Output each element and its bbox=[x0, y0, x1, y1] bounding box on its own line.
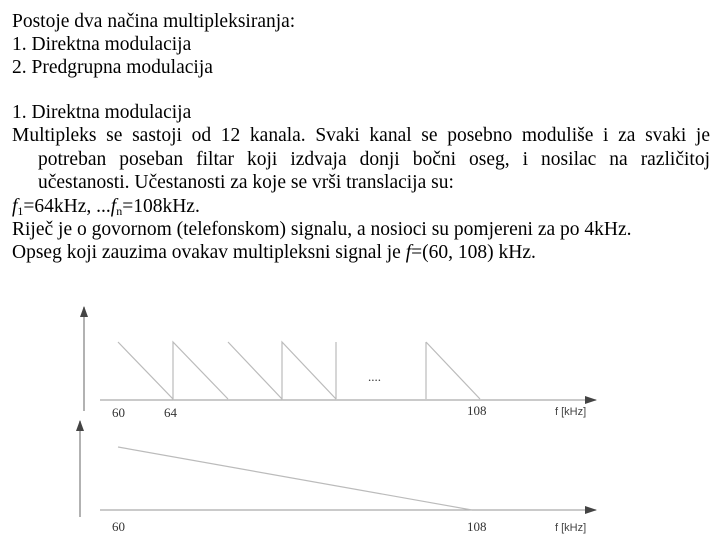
intro-item-1: 1. Direktna modulacija bbox=[12, 34, 192, 55]
bottom-spectrum-plot bbox=[76, 420, 597, 534]
top-channel-spectra bbox=[118, 342, 480, 399]
top-y-arrow bbox=[80, 306, 88, 317]
frequency-line: $f_1=64kHz$, $...f_n=108kHz$. bbox=[12, 195, 200, 218]
section-paragraph: Multipleks se sastoji od 12 kanala. Svaki kanal se posebno moduliše i za svaki je potreban poseban filtar koji izdvaja donji bočni oseg, i nosilac na različitoj učestanosti. Učestanosti za koje se vrši translacija su: bbox=[12, 125, 710, 193]
bottom-label-60: 60 bbox=[112, 519, 125, 534]
top-spectrum-plot bbox=[80, 306, 597, 420]
band-sentence: Opseg koji zauzima ovakav multipleksni signal je f=(60, 108) kHz. bbox=[12, 241, 536, 263]
top-x-arrow bbox=[585, 396, 597, 404]
top-label-64: 64 bbox=[164, 405, 177, 420]
intro-heading: Postoje dva načina multipleksiranja: bbox=[12, 11, 296, 32]
bottom-axis-label: f [kHz] bbox=[555, 522, 587, 534]
bottom-label-108: 108 bbox=[467, 519, 487, 534]
top-ellipsis: .... bbox=[368, 369, 381, 384]
spectrum-diagram bbox=[0, 295, 720, 540]
voice-signal-sentence: Riječ je o govornom (telefonskom) signalu, a nosioci su pomjereni za po 4kHz. bbox=[12, 218, 632, 240]
bottom-x-arrow bbox=[585, 506, 597, 514]
section-title: 1. Direktna modulacija bbox=[12, 102, 192, 123]
bottom-y-arrow bbox=[76, 420, 84, 431]
bottom-spectrum-slope bbox=[118, 447, 472, 510]
text-content bbox=[12, 10, 710, 264]
intro-item-2: 2. Predgrupna modulacija bbox=[12, 57, 213, 78]
top-label-60: 60 bbox=[112, 405, 125, 420]
top-label-108: 108 bbox=[467, 403, 487, 418]
top-axis-label: f [kHz] bbox=[555, 406, 587, 418]
